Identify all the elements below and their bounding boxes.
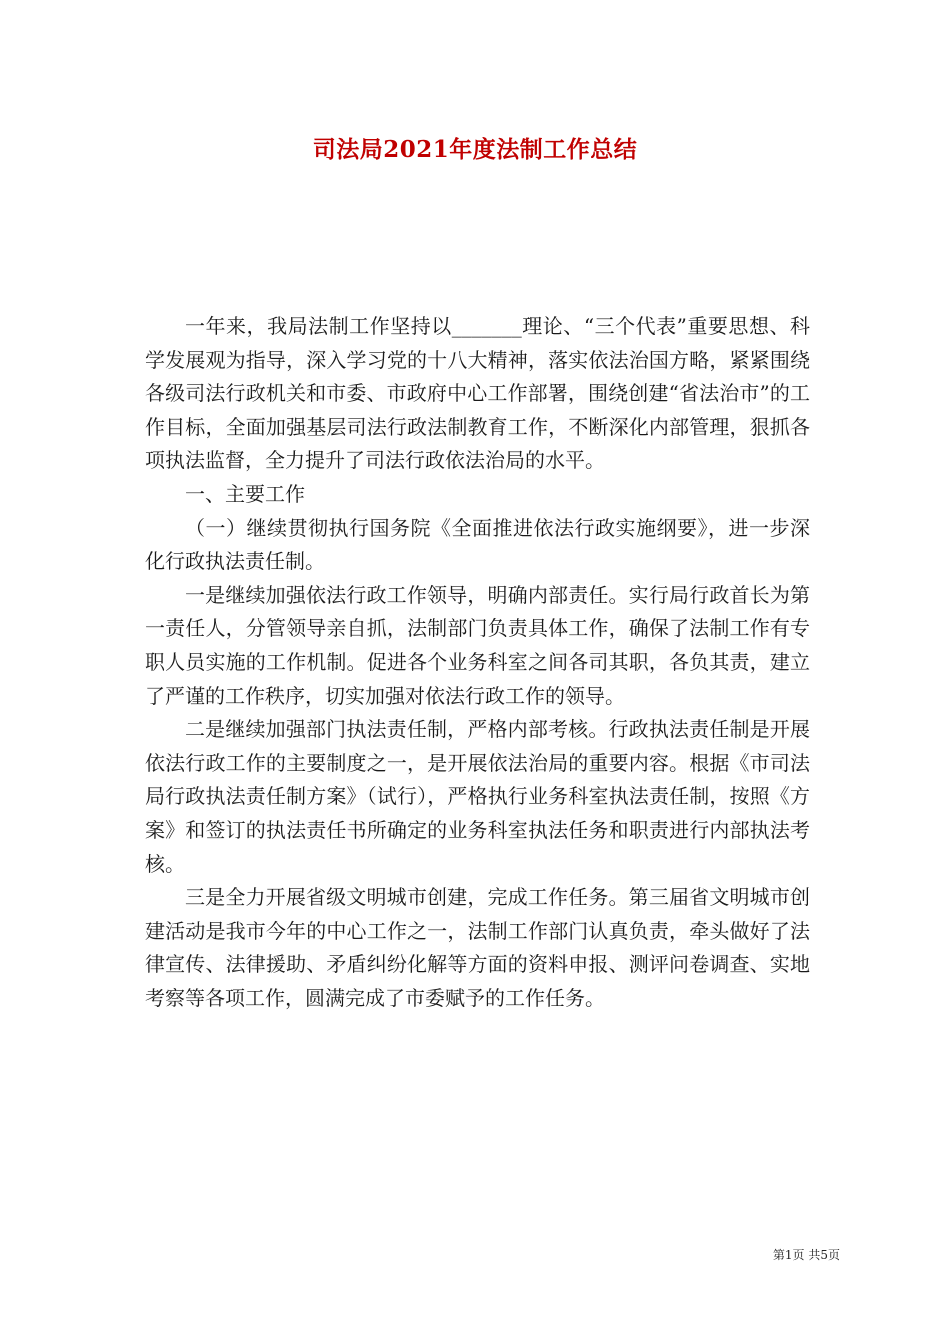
paragraph-item-1: 一是继续加强依法行政工作领导，明确内部责任。实行局行政首长为第一责任人，分管领导亲自抓，法制部门负责具体工作，确保了法制工作有专职人员实施的工作机制。促进各个业务科室之间各司其职，各负其责，建立了严谨的工作秩序，切实加强对依法行政工作的领导。 bbox=[145, 582, 810, 708]
subsection-heading-1: （一）继续贯彻执行国务院《全面推进依法行政实施纲要》，进一步深化行政执法责任制。 bbox=[145, 515, 810, 574]
section-heading-main-work: 一、主要工作 bbox=[185, 481, 305, 506]
paragraph-item-2: 二是继续加强部门执法责任制，严格内部考核。行政执法责任制是开展依法行政工作的主要制度之一，是开展依法治局的重要内容。根据《市司法局行政执法责任制方案》（试行），严格执行业务科室执法责任制，按照《方案》和签订的执法责任书所确定的业务科室执法任务和职责进行内部执法考核。 bbox=[145, 717, 810, 876]
document-body bbox=[145, 310, 810, 1015]
page-number: 第1页 共5页 bbox=[772, 1248, 840, 1262]
paragraph-item-3: 三是全力开展省级文明城市创建，完成工作任务。第三届省文明城市创建活动是我市今年的中心工作之一，法制工作部门认真负责，牵头做好了法律宣传、法律援助、矛盾纠纷化解等方面的资料申报、测评问卷调查、实地考察等各项工作，圆满完成了市委赋予的工作任务。 bbox=[145, 885, 810, 1010]
paragraph-intro: 一年来，我局法制工作坚持以_______理论、“三个代表”重要思想、科学发展观为指导，深入学习党的十八大精神，落实依法治国方略，紧紧围绕各级司法行政机关和市委、市政府中心工作部署，围绕创建“省法治市”的工作目标，全面加强基层司法行政法制教育工作，不断深化内部管理，狠抓各项执法监督，全力提升了司法行政依法治局的水平。 bbox=[145, 314, 810, 473]
document-title: 司法局2021年度法制工作总结 bbox=[312, 136, 638, 163]
